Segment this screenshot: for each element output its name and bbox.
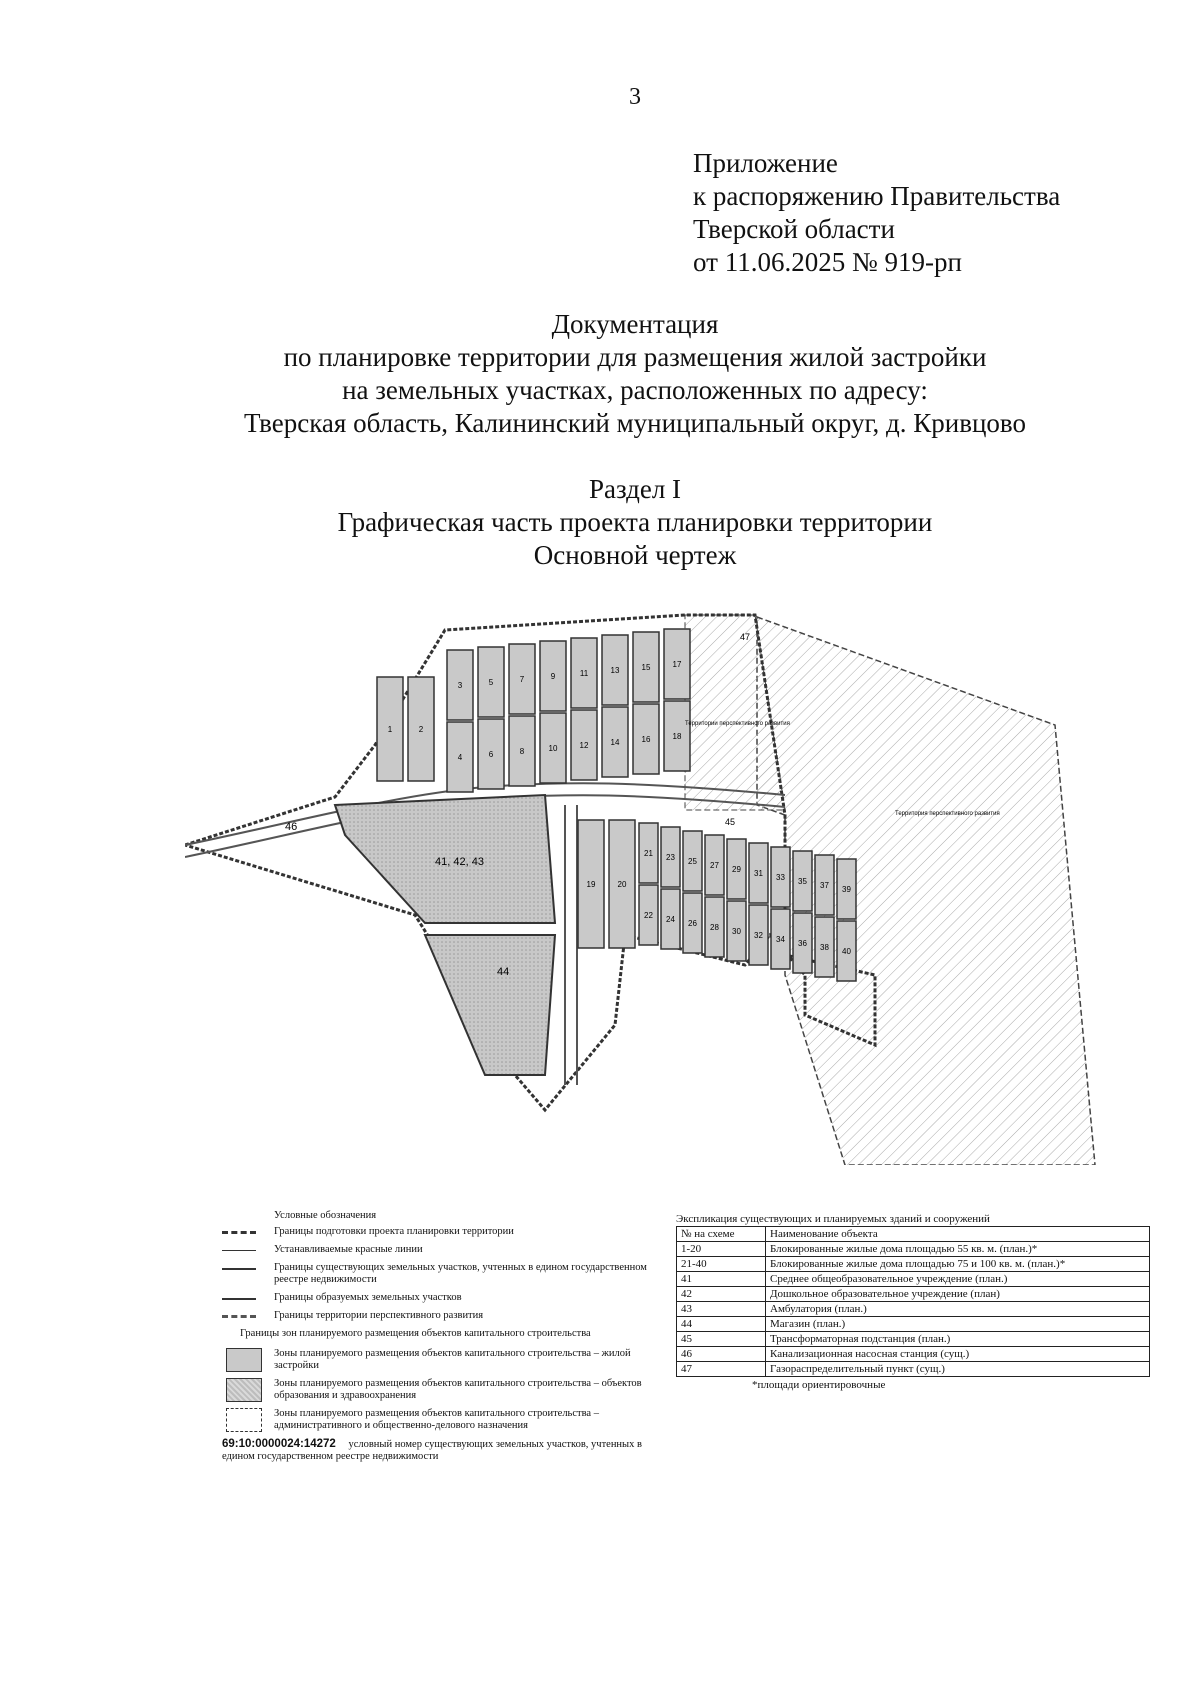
cadastral-note bbox=[222, 1438, 652, 1463]
planning-drawing bbox=[185, 605, 1145, 1165]
admin-zone-swatch bbox=[226, 1408, 262, 1432]
plot-lower-south-label: 28 bbox=[710, 923, 719, 932]
plot-lower-north-label: 27 bbox=[710, 861, 719, 870]
object-name-cell: Дошкольное образовательное учреждение (план) bbox=[766, 1287, 1150, 1302]
pump-station-label: 46 bbox=[285, 821, 298, 833]
object-name-cell: Амбулатория (план.) bbox=[766, 1302, 1150, 1317]
legend-zone-item: Зоны планируемого размещения объектов капитального строительства – административного и общественно-делового назначения bbox=[222, 1408, 652, 1432]
object-name-cell: Газораспределительный пункт (сущ.) bbox=[766, 1362, 1150, 1377]
table-row bbox=[677, 1332, 1150, 1347]
scheme-number-cell: 41 bbox=[677, 1272, 766, 1287]
plot-upper-north-label: 17 bbox=[672, 660, 682, 669]
table-row bbox=[677, 1362, 1150, 1377]
table-header-row bbox=[677, 1227, 1150, 1242]
plot-upper-south-label: 8 bbox=[519, 747, 525, 756]
explication-note: *площади ориентировочные bbox=[752, 1379, 886, 1391]
plot-lower-south-label: 36 bbox=[798, 939, 807, 948]
table-row bbox=[677, 1242, 1150, 1257]
table-row bbox=[677, 1317, 1150, 1332]
scheme-number-cell: 43 bbox=[677, 1302, 766, 1317]
legend-zone-item: Зоны планируемого размещения объектов капитального строительства – объектов образования и здравоохранения bbox=[222, 1378, 652, 1402]
plot-upper-south-label: 14 bbox=[610, 738, 620, 747]
explication-title: Экспликация существующих и планируемых зданий и сооружений bbox=[676, 1213, 990, 1225]
document-title-line: на земельных участках, расположенных по адресу: bbox=[342, 375, 928, 405]
shop-zone bbox=[425, 935, 555, 1075]
plot-lower-north-label: 35 bbox=[798, 877, 807, 886]
plot-lower-south-label: 40 bbox=[842, 947, 851, 956]
planning-drawing-svg bbox=[185, 605, 1145, 1165]
scheme-number-cell: 44 bbox=[677, 1317, 766, 1332]
scheme-number-cell: 42 bbox=[677, 1287, 766, 1302]
legend-zone-item: Зоны планируемого размещения объектов капитального строительства – жилой застройки bbox=[222, 1348, 652, 1372]
cadastral-text: условный номер существующих земельных участков, учтенных в едином государственном реестре недвижимости bbox=[222, 1439, 642, 1462]
existing-parcel-symbol bbox=[222, 1262, 266, 1274]
plot-lower-north-label: 23 bbox=[666, 853, 675, 862]
scheme-number-cell: 21-40 bbox=[677, 1257, 766, 1272]
object-name-cell: Канализационная насосная станция (сущ.) bbox=[766, 1347, 1150, 1362]
cadastral-example: 69:10:0000024:14272 bbox=[222, 1438, 336, 1450]
plot-west-label: 2 bbox=[418, 725, 424, 734]
object-name-cell: Блокированные жилые дома площадью 75 и 100 кв. м. (план.)* bbox=[766, 1257, 1150, 1272]
education-zone-swatch bbox=[226, 1378, 262, 1402]
perspective-label-a: Территории перспективного развития bbox=[685, 721, 790, 727]
plot-lower-south-label: 34 bbox=[776, 935, 785, 944]
object-name-cell: Магазин (план.) bbox=[766, 1317, 1150, 1332]
appendix-line: к распоряжению Правительства bbox=[693, 181, 1061, 211]
document-title-line: Тверская область, Калининский муниципальный округ, д. Кривцово bbox=[244, 408, 1026, 438]
plot-lower-south-label: 32 bbox=[754, 931, 763, 940]
section-title-line: Раздел I bbox=[588, 474, 682, 504]
plot-west-label: 1 bbox=[387, 725, 393, 734]
red-line-symbol bbox=[222, 1244, 266, 1256]
plot-upper-north-label: 11 bbox=[579, 669, 589, 678]
plot-upper-south-label: 10 bbox=[548, 744, 558, 753]
plot-upper-south-label: 4 bbox=[457, 753, 463, 762]
table-row bbox=[677, 1302, 1150, 1317]
perspective-boundary-symbol bbox=[222, 1310, 266, 1322]
plot-lower-north-label: 33 bbox=[776, 873, 785, 882]
document-title-line: по планировке территории для размещения жилой застройки bbox=[283, 342, 987, 372]
plot-lower-south-label: 26 bbox=[688, 919, 697, 928]
plot-lower-south-label: 30 bbox=[732, 927, 741, 936]
plot-upper-south-label: 16 bbox=[641, 735, 651, 744]
legend-item: Устанавливаемые красные линии bbox=[222, 1244, 652, 1256]
plot-lower-north-label: 31 bbox=[754, 869, 763, 878]
legend-item: Границы образуемых земельных участков bbox=[222, 1292, 652, 1304]
legend bbox=[222, 1210, 652, 1463]
scheme-number-cell: 47 bbox=[677, 1362, 766, 1377]
document-title bbox=[0, 308, 1200, 440]
section-title-line: Графическая часть проекта планировки территории bbox=[337, 507, 933, 537]
perspective-label-b: Территория перспективного развития bbox=[895, 811, 1000, 817]
column-header: № на схеме bbox=[677, 1227, 766, 1242]
legend-item: Границы территории перспективного развития bbox=[222, 1310, 652, 1322]
section-title-line: Основной чертеж bbox=[533, 540, 737, 570]
scheme-number-cell: 1-20 bbox=[677, 1242, 766, 1257]
boundary-dashed-symbol bbox=[222, 1226, 266, 1238]
section-title bbox=[0, 473, 1200, 572]
zones-title: Границы зон планируемого размещения объектов капитального строительства bbox=[240, 1328, 591, 1339]
object-name-cell: Среднее общеобразовательное учреждение (план.) bbox=[766, 1272, 1150, 1287]
page-number: 3 bbox=[629, 84, 641, 110]
new-parcel-symbol bbox=[222, 1292, 266, 1304]
plot-upper-north-label: 13 bbox=[610, 666, 620, 675]
plot-lower-north-label: 25 bbox=[688, 857, 697, 866]
table-row bbox=[677, 1257, 1150, 1272]
plot-lower-north-label: 37 bbox=[820, 881, 829, 890]
explication bbox=[676, 1213, 1150, 1391]
transformer-label: 45 bbox=[725, 817, 736, 827]
plot-lower-wide-label: 20 bbox=[617, 880, 627, 889]
object-name-cell: Блокированные жилые дома площадью 55 кв. м. (план.)* bbox=[766, 1242, 1150, 1257]
document-title-line: Документация bbox=[551, 309, 719, 339]
appendix-line: от 11.06.2025 № 919-рп bbox=[693, 247, 962, 277]
column-header: Наименование объекта bbox=[766, 1227, 1150, 1242]
legend-item: Границы существующих земельных участков, учтенных в едином государственном реестре недвижимости bbox=[222, 1262, 652, 1286]
table-row bbox=[677, 1347, 1150, 1362]
appendix-line: Тверской области bbox=[693, 214, 895, 244]
plot-lower-wide-label: 19 bbox=[586, 880, 596, 889]
plot-upper-south-label: 12 bbox=[579, 741, 589, 750]
object-name-cell: Трансформаторная подстанция (план.) bbox=[766, 1332, 1150, 1347]
plot-upper-north-label: 3 bbox=[457, 681, 463, 690]
plot-upper-south-label: 6 bbox=[488, 750, 494, 759]
legend-item: Границы подготовки проекта планировки территории bbox=[222, 1226, 652, 1238]
explication-table bbox=[676, 1226, 1150, 1377]
plot-lower-north-label: 29 bbox=[732, 865, 741, 874]
appendix-line: Приложение bbox=[693, 148, 838, 178]
table-row bbox=[677, 1287, 1150, 1302]
shop-zone-label: 44 bbox=[497, 966, 510, 978]
plot-upper-north-label: 5 bbox=[488, 678, 494, 687]
appendix-block bbox=[693, 147, 1060, 279]
plot-lower-north-label: 39 bbox=[842, 885, 851, 894]
legend-title: Условные обозначения bbox=[274, 1210, 377, 1221]
table-row bbox=[677, 1272, 1150, 1287]
scheme-number-cell: 46 bbox=[677, 1347, 766, 1362]
plot-lower-south-label: 22 bbox=[644, 911, 653, 920]
plot-upper-north-label: 7 bbox=[519, 675, 525, 684]
plot-upper-north-label: 9 bbox=[550, 672, 556, 681]
plot-upper-south-label: 18 bbox=[672, 732, 682, 741]
plot-lower-south-label: 38 bbox=[820, 943, 829, 952]
plot-lower-north-label: 21 bbox=[644, 849, 653, 858]
gas-point-label: 47 bbox=[740, 632, 751, 642]
edu-zone-label: 41, 42, 43 bbox=[435, 856, 484, 868]
plot-upper-north-label: 15 bbox=[641, 663, 651, 672]
residential-zone-swatch bbox=[226, 1348, 262, 1372]
plot-lower-south-label: 24 bbox=[666, 915, 675, 924]
scheme-number-cell: 45 bbox=[677, 1332, 766, 1347]
